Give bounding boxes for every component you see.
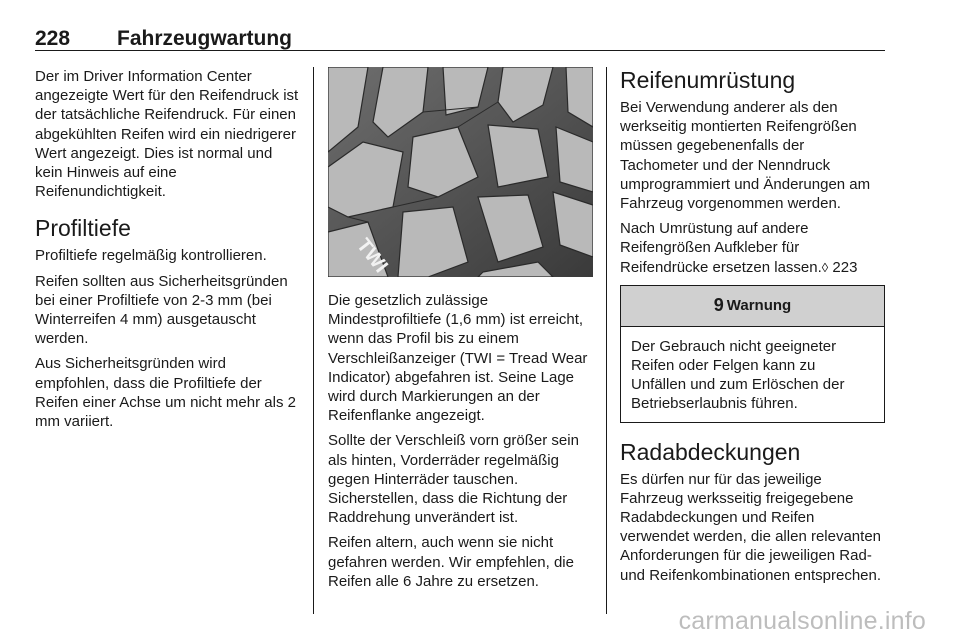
paragraph: Reifen sollten aus Sicherheitsgründen bei einer Profiltiefe von 2-3 mm (bei Winterreifen 4 mm) ausgetauscht werden. — [35, 272, 288, 348]
paragraph: Bei Verwendung anderer als den werkseitig montierten Reifengrößen müssen gegebenenfalls der Tachometer und der Nenndruck umprogrammiert und Änderungen am Fahrzeug vorgenommen werden. — [620, 99, 871, 213]
page-reference-link[interactable]: 223 — [832, 258, 858, 276]
paragraph: Es dürfen nur für das jeweilige Fahrzeug werksseitig freigegebene Radabdeckungen und Reifen verwendet werden, die allen relevanten Anforderungen für die jeweiligen Rad- und Reifenkombinationen entsprechen. — [620, 470, 882, 584]
section-heading-radabdeckungen: Radabdeckungen — [620, 438, 801, 465]
paragraph: Reifen altern, auch wenn sie nicht gefahren werden. Wir empfehlen, die Reifen alle 6 Jahre zu ersetzen. — [328, 534, 574, 590]
column-3 — [620, 67, 885, 591]
warning-text: Der Gebrauch nicht geeigneter Reifen oder Felgen kann zu Unfällen und zum Erlöschen der Betriebserlaubnis führen. — [631, 337, 845, 413]
warning-box — [620, 285, 885, 423]
column-divider — [606, 67, 607, 614]
page-number: 228 — [35, 27, 71, 50]
column-2 — [328, 67, 593, 597]
warning-icon: 9 — [713, 295, 724, 316]
warning-header — [621, 286, 884, 327]
warning-title: Warnung — [726, 297, 792, 315]
paragraph — [620, 219, 885, 277]
warning-body — [621, 327, 884, 422]
reference-arrow-icon: ◊ — [821, 259, 829, 275]
paragraph: Sollte der Verschleiß vorn größer sein als hinten, Vorderräder regelmäßig gegen Hinterräder tauschen. Sicherstellen, dass die Richtung der Raddrehung unverändert ist. — [328, 432, 579, 527]
section-heading-reifenumruestung: Reifenumrüstung — [620, 67, 796, 93]
column-divider — [313, 67, 314, 614]
paragraph: Aus Sicherheitsgründen wird empfohlen, dass die Profiltiefe der Reifen einer Achse um nicht mehr als 2 mm variiert. — [35, 355, 296, 431]
page-header — [35, 28, 885, 51]
page-title: Fahrzeugwartung — [117, 27, 293, 50]
twi-label: TWI — [352, 234, 392, 277]
paragraph: Profiltiefe regelmäßig kontrollieren. — [35, 247, 267, 265]
tire-tread-image — [328, 67, 593, 277]
intro-paragraph: Der im Driver Information Center angezeigte Wert für den Reifendruck ist der tatsächliche Reifendruck. Für einen abgekühlten Reifen wird ein niedrigerer Wert angezeigt. Dies ist normal und kein Hinweis auf eine Reifenundichtigkeit. — [35, 68, 299, 201]
paragraph-text: Nach Umrüstung auf andere Reifengrößen Aufkleber für Reifendrücke ersetzen lassen. — [620, 220, 822, 276]
watermark: carmanualsonline.info — [678, 607, 926, 635]
column-1 — [35, 67, 300, 437]
section-heading-profiltiefe: Profiltiefe — [35, 215, 131, 242]
paragraph: Die gesetzlich zulässige Mindestprofiltiefe (1,6 mm) ist erreicht, wenn das Profil bis zu einem Verschleißanzeiger (TWI = Tread Wear Indicator) abgefahren ist. Seine Lage wird durch Markierungen an der Reifenflanke angezeigt. — [328, 292, 588, 425]
